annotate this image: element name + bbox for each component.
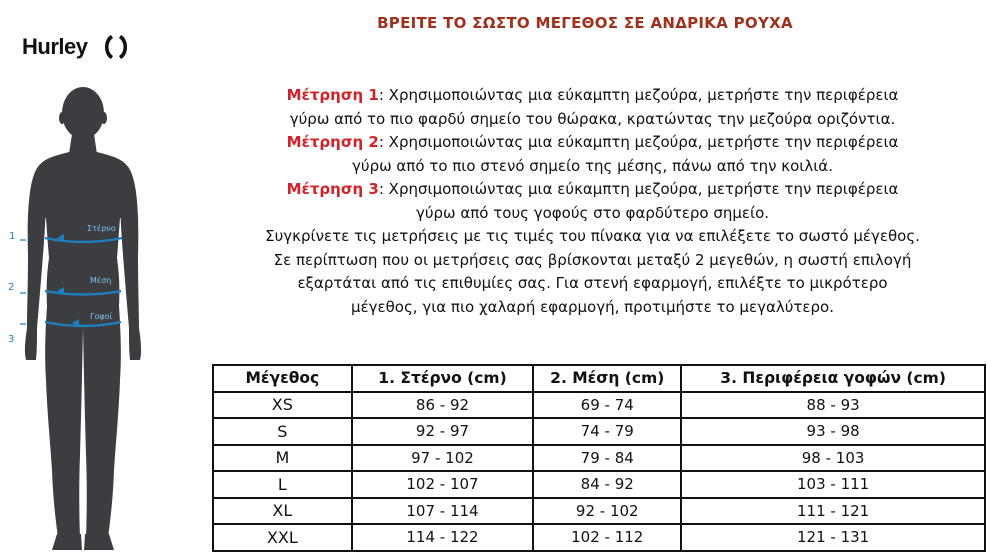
marker-label-chest: Στέρνο: [87, 224, 116, 233]
waist-cell: 79 - 84: [533, 445, 681, 472]
header-chest: 1. Στέρνο (cm): [352, 365, 534, 392]
table-row: [213, 524, 985, 551]
body-silhouette: [0, 60, 200, 558]
measurement-2-text-2: γύρω από το πιο στενό σημείο της μέσης, πάνω από την κοιλιά.: [352, 156, 833, 175]
page-title: ΒΡΕΙΤΕ ΤΟ ΣΩΣΤΟ ΜΕΓΕΘΟΣ ΣΕ ΑΝΔΡΙΚΑ ΡΟΥΧΑ: [377, 14, 793, 32]
brand-logo: Hurley: [22, 34, 88, 59]
waist-cell: 92 - 102: [533, 498, 681, 525]
between-sizes-text-1: Σε περίπτωση που οι μετρήσεις σας βρίσκονται μεταξύ 2 μεγεθών, η σωστή επιλογή: [273, 250, 912, 269]
table-row: [213, 418, 985, 445]
measurement-1-label: Μέτρηση 1: [286, 86, 379, 104]
hips-cell: 88 - 93: [681, 392, 985, 419]
hips-cell: 111 - 121: [681, 498, 985, 525]
between-sizes-text-3: μέγεθος, για πιο χαλαρή εφαρμογή, προτιμήστε το μεγαλύτερο.: [350, 297, 834, 316]
chest-cell: 102 - 107: [352, 471, 534, 498]
waist-cell: 74 - 79: [533, 418, 681, 445]
measurement-marker-2: 2: [8, 282, 15, 293]
measurement-2-text: : Χρησιμοποιώντας μια εύκαμπτη μεζούρα, μετρήστε την περιφέρεια: [378, 133, 899, 151]
chest-cell: 97 - 102: [352, 445, 534, 472]
hips-cell: 93 - 98: [681, 418, 985, 445]
table-header-row: [213, 365, 985, 392]
waist-cell: 69 - 74: [533, 392, 681, 419]
table-row: [213, 392, 985, 419]
size-cell: M: [213, 445, 352, 472]
hips-cell: 103 - 111: [681, 471, 985, 498]
header-size: Μέγεθος: [213, 365, 352, 392]
hips-cell: 98 - 103: [681, 445, 985, 472]
chest-cell: 107 - 114: [352, 498, 534, 525]
chest-cell: 114 - 122: [352, 524, 534, 551]
measurement-marker-3: 3: [8, 334, 15, 345]
size-cell: XS: [213, 392, 352, 419]
measurement-1-text: : Χρησιμοποιώντας μια εύκαμπτη μεζούρα, μετρήστε την περιφέρεια: [378, 86, 899, 104]
instruction-measurement-2: [205, 131, 980, 155]
measurement-3-label: Μέτρηση 3: [286, 180, 379, 198]
marker-label-hips: Γοφοί: [90, 312, 113, 321]
between-sizes-text-2: εξαρτάται από τις επιθυμίες σας. Για στενή εφαρμογή, επιλέξτε το μικρότερο: [297, 274, 888, 292]
size-cell: S: [213, 418, 352, 445]
measurement-3-text: : Χρησιμοποιώντας μια εύκαμπτη μεζούρα, μετρήστε την περιφέρεια: [378, 180, 899, 198]
table-row: [213, 445, 985, 472]
header-hips: 3. Περιφέρεια γοφών (cm): [681, 365, 985, 392]
table-row: [213, 471, 985, 498]
marker-label-waist: Μέση: [90, 276, 112, 285]
header-waist: 2. Μέση (cm): [533, 365, 681, 392]
table-row: [213, 498, 985, 525]
instruction-measurement-3: [205, 178, 980, 202]
measurement-marker-1: 1: [9, 231, 16, 242]
size-cell: L: [213, 471, 352, 498]
hurley-icon: [100, 34, 132, 60]
size-cell: XXL: [213, 524, 352, 551]
size-chart-table: [212, 364, 986, 552]
compare-text: Συγκρίνετε τις μετρήσεις με τις τιμές του πίνακα για να επιλέξετε το σωστό μέγεθος.: [265, 227, 920, 245]
measurement-2-label: Μέτρηση 2: [286, 133, 379, 151]
size-cell: XL: [213, 498, 352, 525]
measurement-instructions: [205, 84, 980, 319]
measurement-1-text-2: γύρω από το πιο φαρδύ σημείο του θώρακα, κρατώντας την μεζούρα οριζόντια.: [289, 109, 896, 128]
waist-cell: 102 - 112: [533, 524, 681, 551]
hips-cell: 121 - 131: [681, 524, 985, 551]
chest-cell: 86 - 92: [352, 392, 534, 419]
measurement-3-text-2: γύρω από τους γοφούς στο φαρδύτερο σημείο.: [415, 203, 770, 222]
waist-cell: 84 - 92: [533, 471, 681, 498]
instruction-measurement-1: [205, 84, 980, 108]
chest-cell: 92 - 97: [352, 418, 534, 445]
